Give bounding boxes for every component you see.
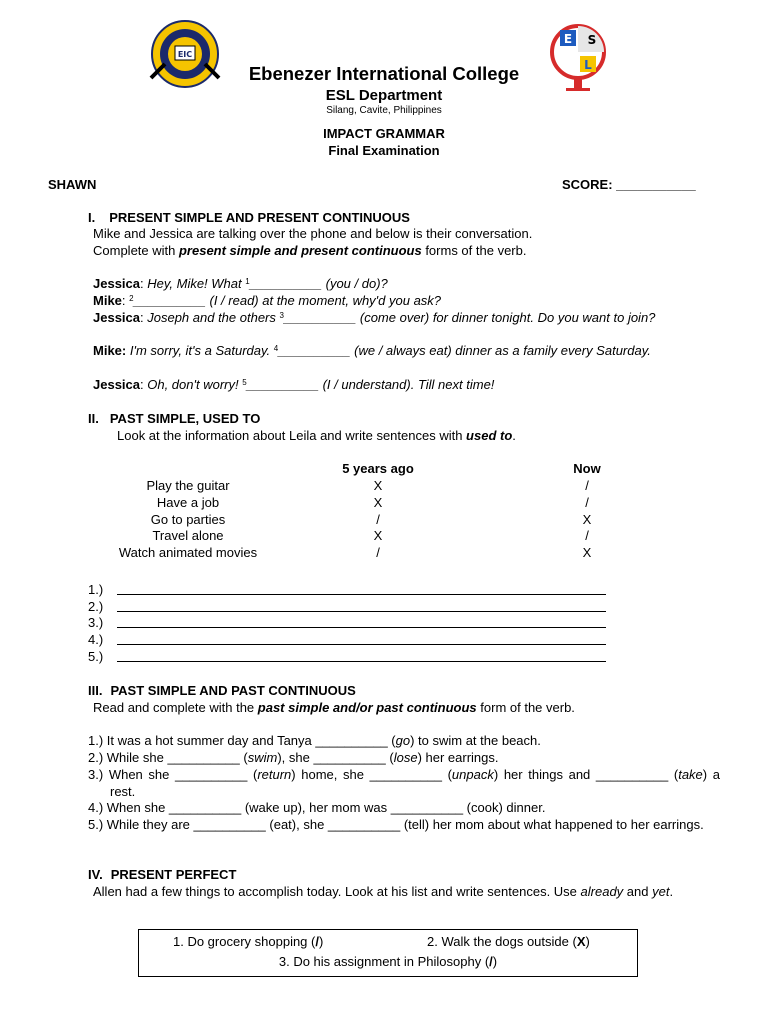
seal-abbr: EIC: [177, 50, 193, 59]
college-location: Silang, Cavite, Philippines: [326, 105, 442, 116]
exercise-item-1: 1.) It was a hot summer day and Tanya __________ (go) to swim at the beach.: [88, 733, 541, 748]
section-3-heading: [88, 683, 356, 698]
section-3-intro: Read and complete with the past simple and/or past continuous form of the verb.: [93, 700, 575, 715]
section-title: PRESENT PERFECT: [110, 867, 237, 882]
exercise-item-3: 3.) When she __________ (return) home, she __________ (unpack) her things and __________ (take) a rest.: [88, 767, 721, 799]
task-item-3: 3. Do his assignment in Philosophy (/): [278, 954, 498, 969]
dialogue-line-5: Jessica: Oh, don't worry! $^5$__________ (I / understand). Till next time!: [93, 377, 495, 392]
dialogue-line-3: Jessica: Joseph and the others $^3$__________ (come over) for dinner tonight. Do you want to join?: [93, 310, 656, 325]
esl-letter-l: L: [584, 58, 592, 72]
student-name: SHAWN: [48, 177, 97, 192]
task-item-2: 2. Walk the dogs outside (X): [427, 934, 590, 949]
col-5-years-ago: 5 years ago: [342, 461, 414, 476]
exam-title: Final Examination: [328, 143, 440, 158]
department-name: ESL Department: [325, 87, 443, 104]
section-number: II.: [88, 411, 99, 426]
section-1-intro-2: Complete with present simple and present continuous forms of the verb.: [93, 243, 527, 258]
task-list-box: [138, 929, 638, 977]
section-number: IV.: [88, 867, 103, 882]
section-4-intro: Allen had a few things to accomplish today. Look at his list and write sentences. Use already and yet.: [93, 884, 674, 899]
dialogue-line-1: Jessica: Hey, Mike! What $^1$__________ (you / do)?: [93, 276, 388, 291]
dialogue-line-4: Mike: I'm sorry, it's a Saturday. $^4$__________ (we / always eat) dinner as a family every Saturday.: [93, 343, 651, 358]
exercise-item-2: 2.) While she __________ (swim), she __________ (lose) her earrings.: [88, 750, 499, 765]
section-title: PRESENT SIMPLE AND PRESENT CONTINUOUS: [109, 210, 410, 225]
subject-title: IMPACT GRAMMAR: [323, 126, 445, 141]
section-title: PAST SIMPLE AND PAST CONTINUOUS: [110, 683, 356, 698]
section-title: PAST SIMPLE, USED TO: [109, 411, 261, 426]
task-item-1: 1. Do grocery shopping (/): [173, 934, 324, 949]
college-name: Ebenezer International College: [248, 63, 520, 84]
section-number: III.: [88, 683, 103, 698]
section-number: I.: [88, 210, 96, 225]
dialogue-line-2: Mike: $^2$__________ (I / read) at the moment, why'd you ask?: [93, 293, 442, 308]
section-2-heading: [88, 411, 260, 426]
section-4-heading: [88, 867, 236, 882]
exercise-item-4: 4.) When she __________ (wake up), her mom was __________ (cook) dinner.: [88, 800, 546, 815]
section-1-heading: [88, 210, 410, 225]
col-now: Now: [573, 461, 601, 476]
esl-letter-s: S: [587, 33, 597, 47]
esl-letter-e: E: [563, 32, 573, 46]
section-2-intro: Look at the information about Leila and write sentences with used to.: [117, 428, 516, 443]
score-field: SCORE: ___________: [562, 177, 696, 192]
exercise-item-5: 5.) While they are __________ (eat), she __________ (tell) her mom about what happened to her earrings.: [88, 817, 704, 832]
section-1-intro-1: Mike and Jessica are talking over the phone and below is their conversation.: [93, 226, 533, 241]
